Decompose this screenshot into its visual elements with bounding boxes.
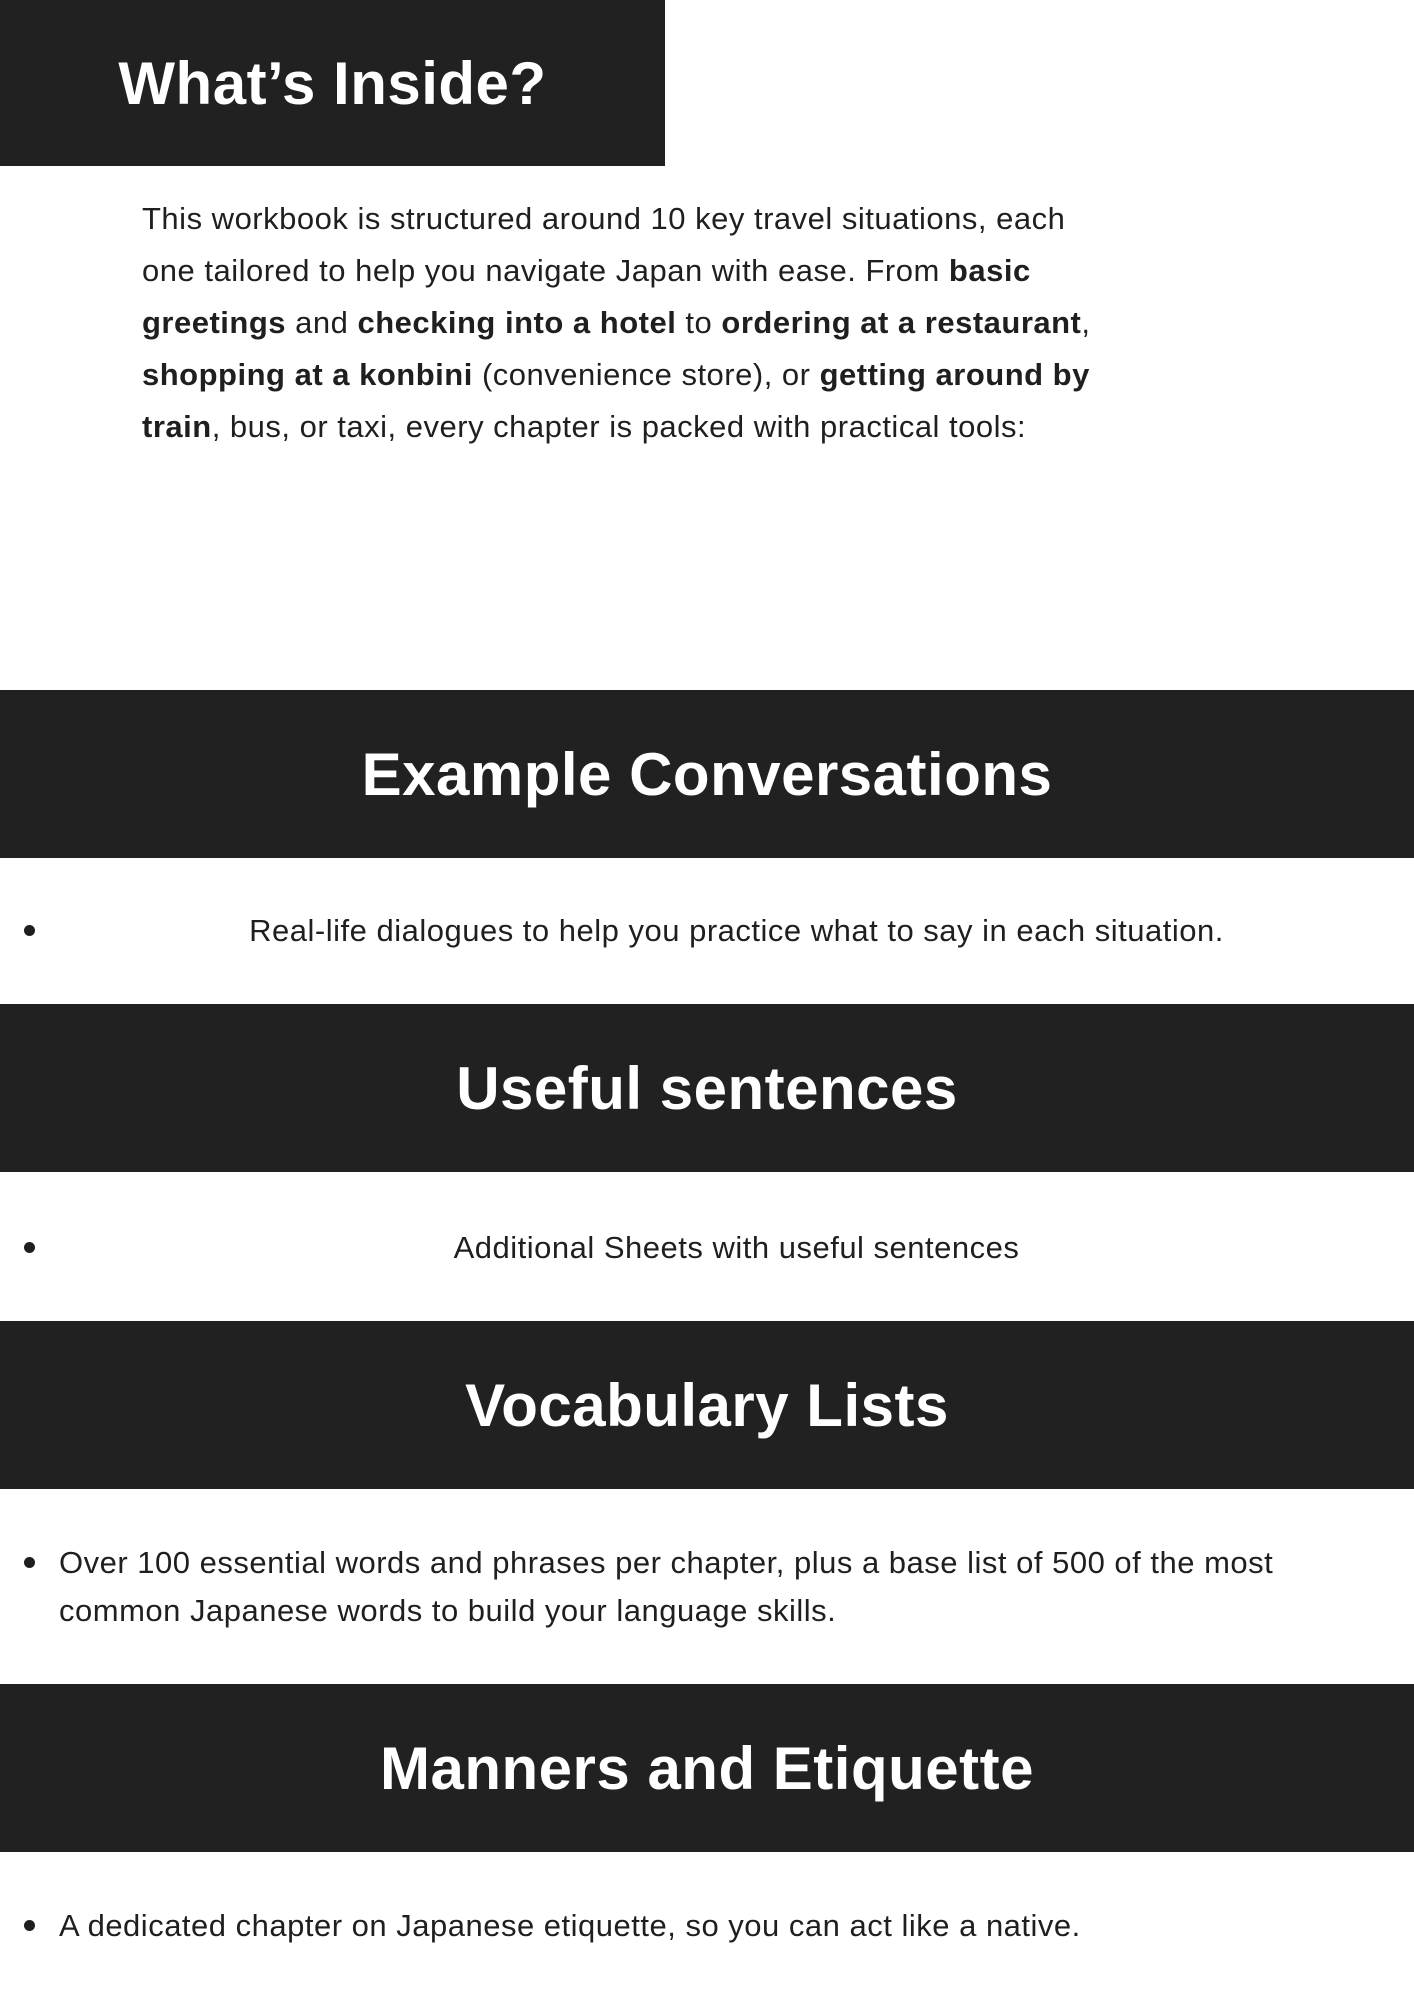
intro-text-segment: and (286, 305, 358, 340)
section-heading: Manners and Etiquette (380, 1734, 1034, 1802)
page-title: What’s Inside? (118, 49, 547, 117)
section-heading: Vocabulary Lists (465, 1371, 949, 1439)
bullet-icon (24, 1920, 35, 1931)
intro-bold-segment: checking into a hotel (357, 305, 677, 340)
intro-line (142, 193, 1282, 245)
intro-text-segment: , bus, or taxi, every chapter is packed with practical tools: (211, 409, 1027, 444)
intro-text-segment: to (676, 305, 722, 340)
list-item (0, 1539, 1414, 1635)
intro-paragraph (142, 193, 1282, 453)
list-item (0, 1224, 1414, 1272)
intro-text-segment: , (1081, 305, 1091, 340)
bullet-icon (24, 925, 35, 936)
bullet-icon (24, 1557, 35, 1568)
bullet-row (0, 1490, 1414, 1684)
list-item (0, 1902, 1414, 1950)
section-heading: Example Conversations (361, 740, 1053, 808)
intro-bold-segment: ordering at a restaurant (721, 305, 1082, 340)
bullet-row (0, 857, 1414, 1004)
intro-bold-segment: shopping at a konbini (142, 357, 473, 392)
section-heading: Useful sentences (456, 1054, 958, 1122)
bullet-row (0, 1852, 1414, 2000)
section-banner-example-conversations (0, 690, 1414, 858)
intro-bold-segment: getting around by (819, 357, 1090, 392)
intro-line (142, 297, 1282, 349)
bullet-row (0, 1174, 1414, 1321)
section-banner-useful-sentences (0, 1004, 1414, 1172)
intro-line (142, 245, 1282, 297)
list-item (0, 907, 1414, 955)
section-banner-vocabulary-lists (0, 1321, 1414, 1489)
intro-text-segment: one tailored to help you navigate Japan with ease. From (142, 253, 949, 288)
bullet-text: A dedicated chapter on Japanese etiquette, so you can act like a native. (59, 1908, 1081, 1943)
bullet-icon (24, 1242, 35, 1253)
intro-bold-segment: basic (948, 253, 1031, 288)
bullet-text: Over 100 essential words and phrases per chapter, plus a base list of 500 of the most common Japanese words to build your language skills. (59, 1545, 1274, 1628)
bullet-text: Additional Sheets with useful sentences (453, 1229, 1020, 1265)
intro-text-segment: This workbook is structured around 10 key travel situations, each (142, 201, 1066, 236)
section-banner-manners-and-etiquette (0, 1684, 1414, 1852)
intro-line (142, 401, 1282, 453)
intro-line (142, 349, 1282, 401)
intro-bold-segment: train (142, 409, 212, 444)
intro-bold-segment: greetings (142, 305, 287, 340)
header-box (0, 0, 665, 166)
intro-text-segment: (convenience store), or (472, 357, 820, 392)
bullet-text: Real-life dialogues to help you practice what to say in each situation. (249, 912, 1224, 948)
